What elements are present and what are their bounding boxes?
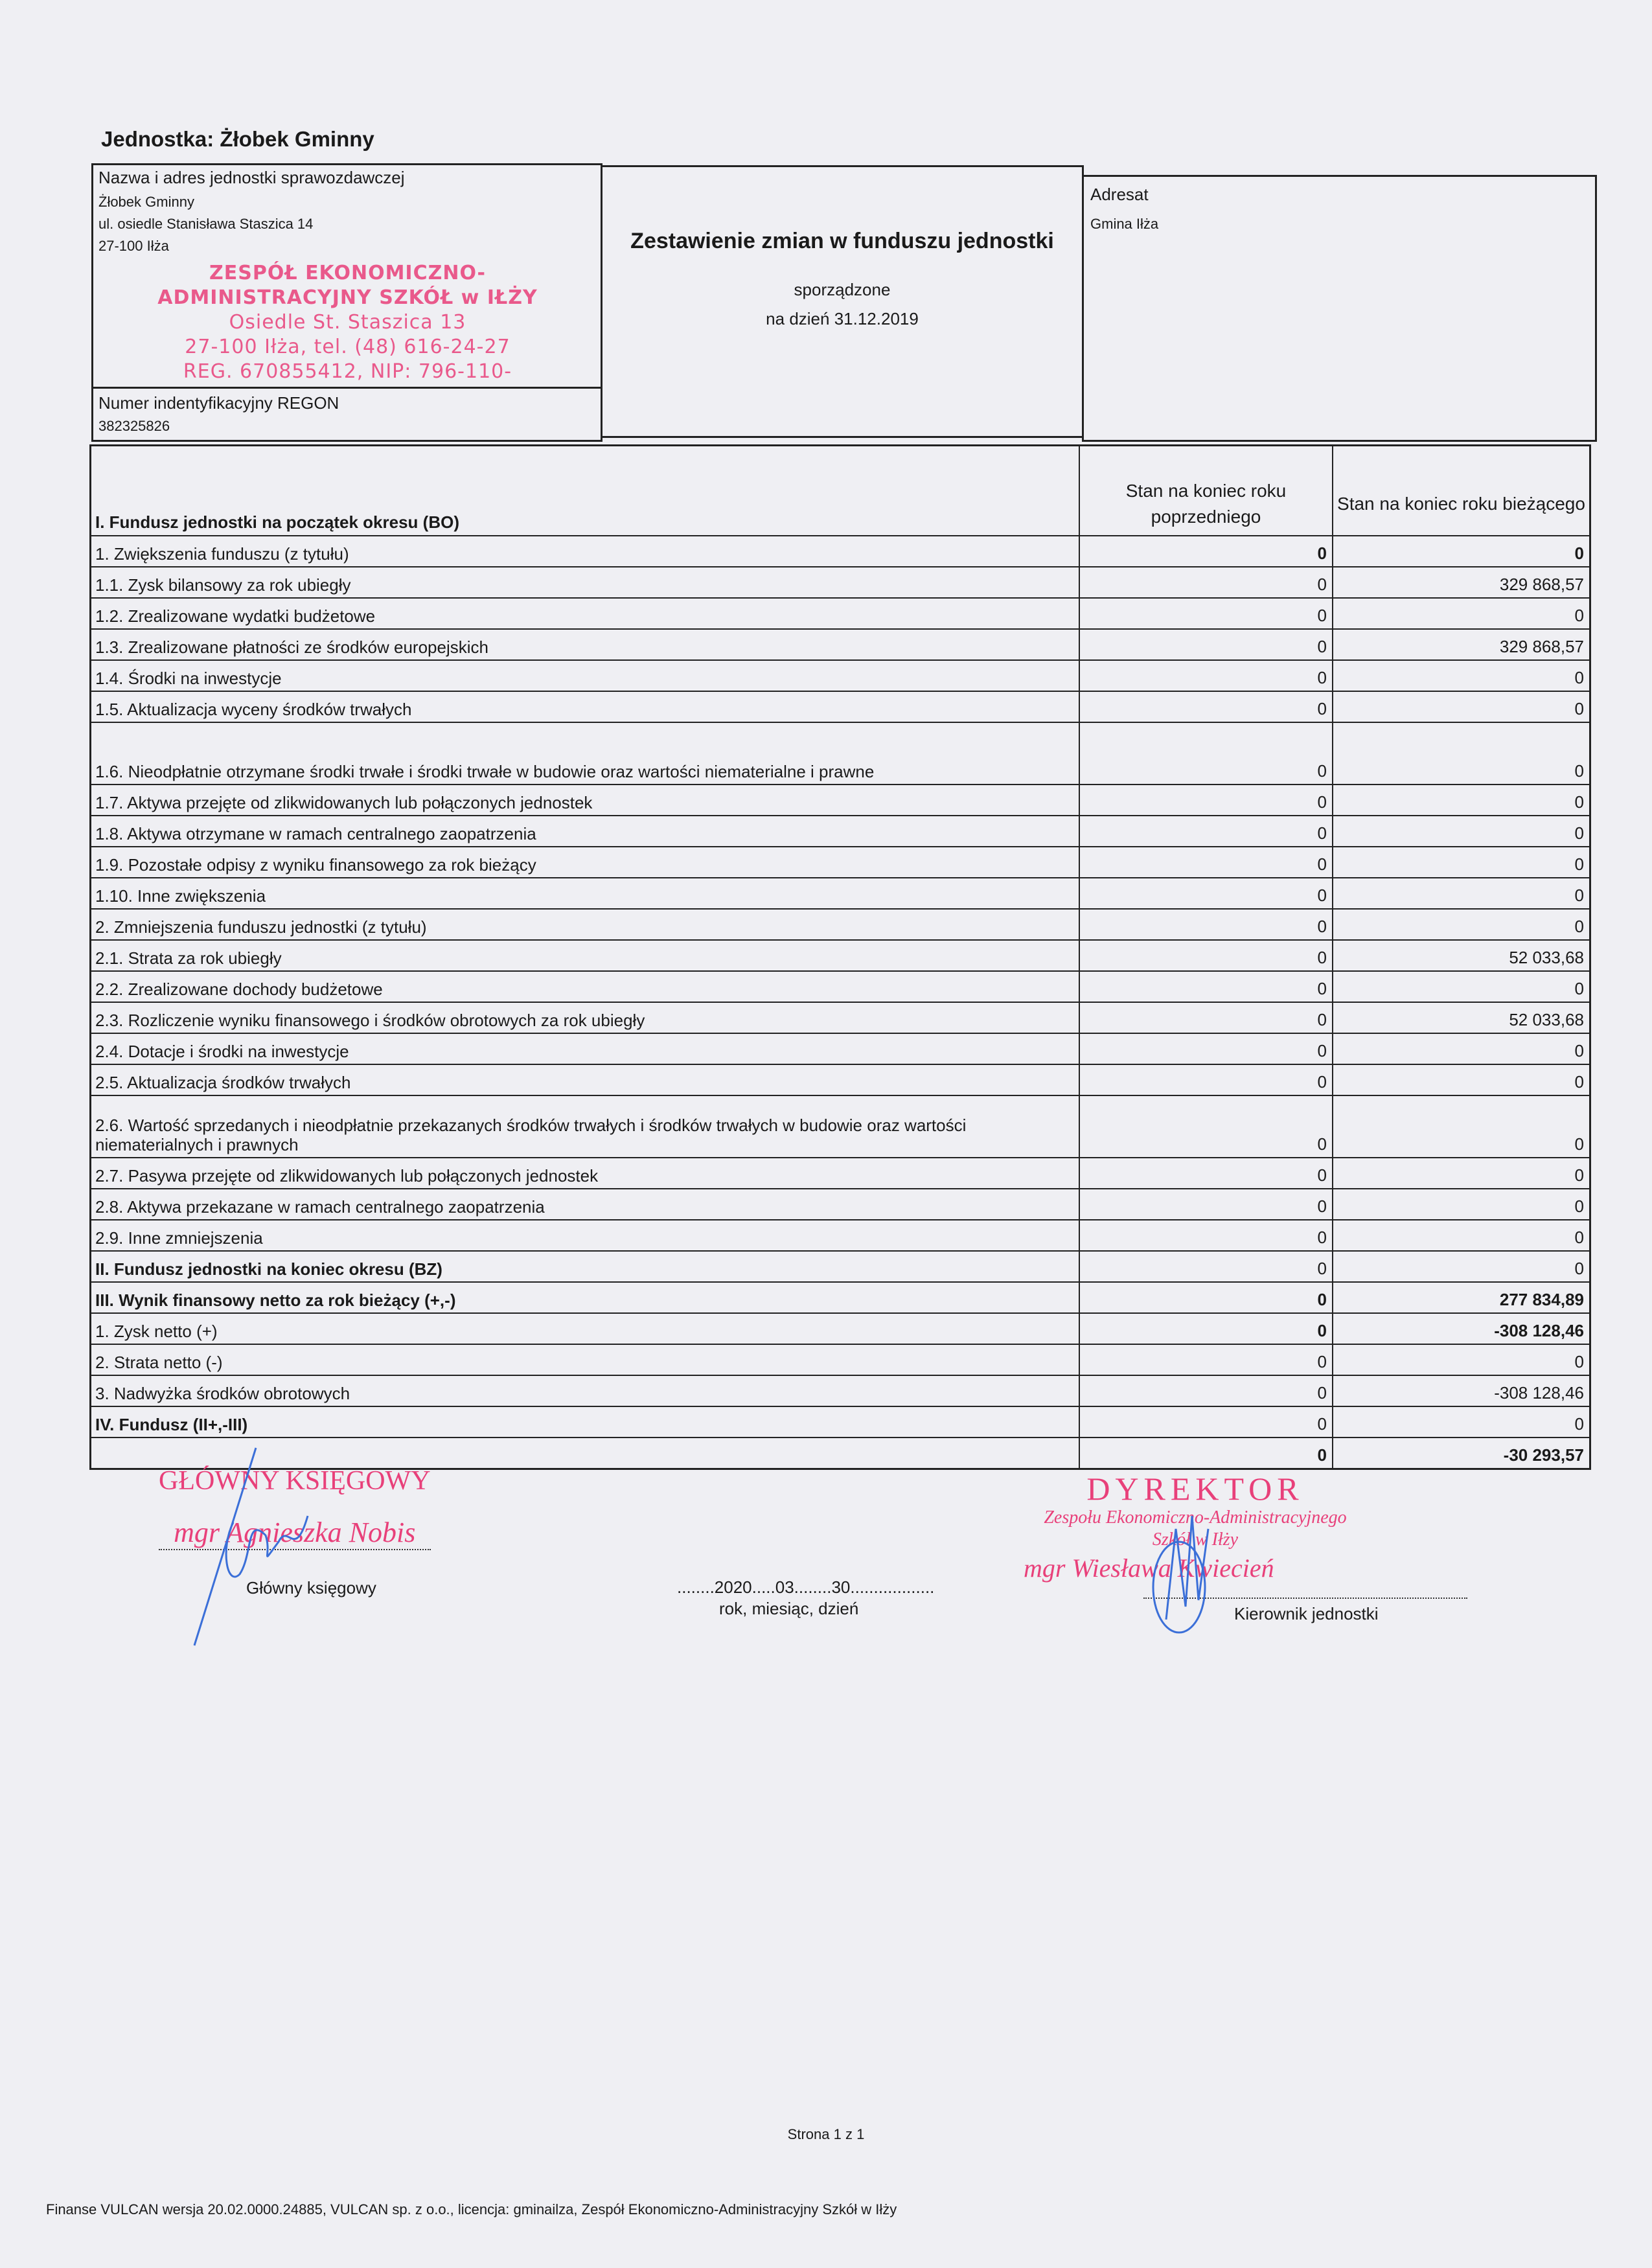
table-row bbox=[91, 908, 1589, 939]
value-prev: 0 bbox=[1079, 816, 1332, 846]
value-curr: 277 834,89 bbox=[1332, 1283, 1589, 1312]
date-caption: rok, miesiąc, dzień bbox=[719, 1599, 859, 1618]
stamp-name: mgr Agnieszka Nobis bbox=[159, 1516, 431, 1550]
accountant-caption: Główny księgowy bbox=[246, 1578, 376, 1598]
row-label: 2.5. Aktualizacja środków trwałych bbox=[95, 1073, 351, 1092]
table-row bbox=[91, 566, 1589, 597]
row-label: 2.3. Rozliczenie wyniku finansowego i środków obrotowych za rok ubiegły bbox=[95, 1011, 645, 1030]
unit-city: 27-100 Iłża bbox=[98, 238, 169, 254]
table-row bbox=[91, 722, 1589, 784]
table-row bbox=[91, 1250, 1589, 1281]
row-label: 2.6. Wartość sprzedanych i nieodpłatnie przekazanych środków trwałych i środków trwałych w budowie oraz wartości niematerialnych i prawnych bbox=[95, 1116, 967, 1154]
addressee-box bbox=[1082, 175, 1597, 442]
table-row bbox=[91, 1095, 1589, 1157]
table-row bbox=[91, 1002, 1589, 1033]
stamp-line: ADMINISTRACYJNY SZKÓŁ w IŁŻY bbox=[157, 286, 538, 309]
value-prev: 0 bbox=[1079, 1376, 1332, 1406]
value-curr: 0 bbox=[1332, 1034, 1589, 1064]
value-curr: 0 bbox=[1332, 1345, 1589, 1375]
table-row bbox=[91, 1064, 1589, 1095]
regon-value: 382325826 bbox=[98, 418, 170, 434]
value-prev: 0 bbox=[1079, 1314, 1332, 1344]
stamp-line: REG. 670855412, NIP: 796-110- bbox=[183, 360, 512, 383]
value-curr: 0 bbox=[1332, 692, 1589, 722]
value-prev: 0 bbox=[1079, 723, 1332, 784]
table-row bbox=[91, 1375, 1589, 1406]
value-curr: 0 bbox=[1332, 723, 1589, 784]
value-prev: 0 bbox=[1079, 1407, 1332, 1437]
value-prev: 0 bbox=[1079, 536, 1332, 566]
value-curr: 0 bbox=[1332, 536, 1589, 566]
table-row bbox=[91, 1312, 1589, 1344]
row-label: 2.4. Dotacje i środki na inwestycje bbox=[95, 1042, 349, 1061]
value-prev: 0 bbox=[1079, 1252, 1332, 1281]
value-prev: 0 bbox=[1079, 1003, 1332, 1033]
value-curr: 329 868,57 bbox=[1332, 630, 1589, 659]
statement-title-box bbox=[601, 165, 1084, 438]
value-prev: 0 bbox=[1079, 1034, 1332, 1064]
row-label: 2.7. Pasywa przejęte od zlikwidowanych lub połączonych jednostek bbox=[95, 1166, 599, 1186]
table-row bbox=[91, 1157, 1589, 1188]
unit-name-label: Nazwa i adres jednostki sprawozdawczej bbox=[98, 168, 405, 187]
row-label: I. Fundusz jednostki na początek okresu (BO) bbox=[95, 512, 459, 532]
value-curr: 0 bbox=[1332, 1220, 1589, 1250]
value-prev: 0 bbox=[1079, 878, 1332, 908]
value-curr: 0 bbox=[1332, 816, 1589, 846]
row-label: 1. Zysk netto (+) bbox=[95, 1322, 218, 1341]
value-curr: 52 033,68 bbox=[1332, 941, 1589, 970]
value-curr: 0 bbox=[1332, 599, 1589, 628]
table-row bbox=[91, 877, 1589, 908]
value-curr: 0 bbox=[1332, 785, 1589, 815]
page-number: Strona 1 z 1 bbox=[787, 2126, 865, 2142]
value-prev: 0 bbox=[1079, 599, 1332, 628]
value-curr: 0 bbox=[1332, 1158, 1589, 1188]
row-label: 1.8. Aktywa otrzymane w ramach centralnego zaopatrzenia bbox=[95, 824, 536, 843]
statement-date: na dzień 31.12.2019 bbox=[766, 309, 919, 328]
value-prev: 0 bbox=[1079, 785, 1332, 815]
value-curr: 0 bbox=[1332, 1189, 1589, 1219]
table-row bbox=[91, 691, 1589, 722]
value-prev: 0 bbox=[1079, 1220, 1332, 1250]
value-prev: 0 bbox=[1079, 1438, 1332, 1468]
row-label: 1.5. Aktualizacja wyceny środków trwałych bbox=[95, 700, 412, 719]
row-label: 2.8. Aktywa przekazane w ramach centralnego zaopatrzenia bbox=[95, 1197, 545, 1217]
accountant-signature bbox=[181, 1445, 350, 1652]
value-curr: -308 128,46 bbox=[1332, 1314, 1589, 1344]
row-label: 1.1. Zysk bilansowy za rok ubiegły bbox=[95, 575, 351, 595]
stamp-line: 27-100 Iłża, tel. (48) 616-24-27 bbox=[185, 336, 511, 358]
value-prev: 0 bbox=[1079, 941, 1332, 970]
row-label: 2. Strata netto (-) bbox=[95, 1353, 223, 1372]
value-curr: 329 868,57 bbox=[1332, 567, 1589, 597]
value-prev: 0 bbox=[1079, 1189, 1332, 1219]
value-curr: -308 128,46 bbox=[1332, 1376, 1589, 1406]
row-label: 2. Zmniejszenia funduszu jednostki (z tytułu) bbox=[95, 917, 427, 937]
value-curr: 0 bbox=[1332, 972, 1589, 1002]
value-prev: 0 bbox=[1079, 567, 1332, 597]
row-label: 1.4. Środki na inwestycje bbox=[95, 669, 282, 688]
row-label: III. Wynik finansowy netto za rok bieżący (+,-) bbox=[95, 1290, 456, 1310]
row-label: 2.1. Strata za rok ubiegły bbox=[95, 948, 282, 968]
value-curr: 0 bbox=[1332, 1065, 1589, 1095]
table-row bbox=[91, 784, 1589, 815]
value-prev: 0 bbox=[1079, 972, 1332, 1002]
regon-label: Numer indentyfikacyjny REGON bbox=[98, 393, 339, 413]
row-label: 1.10. Inne zwiększenia bbox=[95, 886, 266, 906]
stamp-title: DYREKTOR bbox=[1086, 1471, 1304, 1507]
table-row bbox=[91, 597, 1589, 628]
table-header bbox=[91, 446, 1589, 535]
value-curr: 52 033,68 bbox=[1332, 1003, 1589, 1033]
row-label: 2.2. Zrealizowane dochody budżetowe bbox=[95, 979, 383, 999]
unit-street: ul. osiedle Stanisława Staszica 14 bbox=[98, 216, 314, 232]
row-label: II. Fundusz jednostki na koniec okresu (BZ) bbox=[95, 1259, 442, 1279]
table-row bbox=[91, 535, 1589, 566]
row-label: IV. Fundusz (II+,-III) bbox=[95, 1415, 248, 1434]
value-prev: 0 bbox=[1079, 910, 1332, 939]
row-label: 1.9. Pozostałe odpisy z wyniku finansowego za rok bieżący bbox=[95, 855, 536, 875]
value-prev: 0 bbox=[1079, 847, 1332, 877]
unit-name: Żłobek Gminny bbox=[98, 194, 194, 210]
value-curr: 0 bbox=[1332, 878, 1589, 908]
addressee-label: Adresat bbox=[1090, 185, 1149, 204]
table-row bbox=[91, 1033, 1589, 1064]
row-label: 1. Zwiększenia funduszu (z tytułu) bbox=[95, 544, 349, 564]
stamp-org: Szkół w Iłży bbox=[1152, 1529, 1239, 1550]
value-prev: 0 bbox=[1079, 1065, 1332, 1095]
software-footer: Finanse VULCAN wersja 20.02.0000.24885, VULCAN sp. z o.o., licencja: gminailza, Zespół Ekonomiczno-Administracyjny Szkół w Iłży bbox=[46, 2201, 897, 2217]
stamp-title: GŁÓWNY KSIĘGOWY bbox=[159, 1466, 431, 1496]
statement-title: Zestawienie zmian w funduszu jednostki bbox=[630, 229, 1054, 253]
row-label: 1.2. Zrealizowane wydatki budżetowe bbox=[95, 606, 376, 626]
row-label: 3. Nadwyżka środków obrotowych bbox=[95, 1384, 350, 1403]
table-row bbox=[91, 1188, 1589, 1219]
table-row bbox=[91, 815, 1589, 846]
stamp-name: mgr Wiesława Kwiecień bbox=[1024, 1553, 1274, 1583]
addressee-value: Gmina Iłża bbox=[1090, 216, 1159, 232]
value-curr: -30 293,57 bbox=[1332, 1438, 1589, 1468]
value-curr: 0 bbox=[1332, 1096, 1589, 1157]
value-prev: 0 bbox=[1079, 661, 1332, 691]
table-row bbox=[91, 846, 1589, 877]
row-label: 1.6. Nieodpłatnie otrzymane środki trwałe i środki trwałe w budowie oraz wartości niematerialne i prawne bbox=[95, 762, 875, 781]
table-row bbox=[91, 1281, 1589, 1312]
fund-changes-table bbox=[89, 444, 1591, 1470]
row-label: 1.7. Aktywa przejęte od zlikwidowanych lub połączonych jednostek bbox=[95, 793, 593, 812]
value-prev: 0 bbox=[1079, 1158, 1332, 1188]
table-row bbox=[91, 1344, 1589, 1375]
table-row bbox=[91, 970, 1589, 1002]
date-value: ........2020.....03........30.................. bbox=[677, 1577, 935, 1597]
value-prev: 0 bbox=[1079, 692, 1332, 722]
value-curr: 0 bbox=[1332, 1407, 1589, 1437]
reporting-unit-box bbox=[91, 163, 602, 442]
director-caption: Kierownik jednostki bbox=[1234, 1604, 1379, 1623]
table-row bbox=[91, 659, 1589, 691]
stamp-line: Osiedle St. Staszica 13 bbox=[229, 311, 466, 334]
col-header-prev: Stan na koniec roku poprzedniego bbox=[1079, 446, 1332, 535]
row-label: 2.9. Inne zmniejszenia bbox=[95, 1228, 263, 1248]
value-prev: 0 bbox=[1079, 1345, 1332, 1375]
unit-title: Jednostka: Żłobek Gminny bbox=[101, 127, 374, 151]
value-curr: 0 bbox=[1332, 847, 1589, 877]
value-prev: 0 bbox=[1079, 630, 1332, 659]
table-row bbox=[91, 1219, 1589, 1250]
value-curr: 0 bbox=[1332, 661, 1589, 691]
prepared-label: sporządzone bbox=[794, 280, 891, 299]
value-curr: 0 bbox=[1332, 1252, 1589, 1281]
stamp-org: Zespołu Ekonomiczno-Administracyjnego bbox=[1044, 1507, 1347, 1528]
table-row bbox=[91, 1406, 1589, 1437]
row-label: 1.3. Zrealizowane płatności ze środków europejskich bbox=[95, 637, 488, 657]
table-row bbox=[91, 628, 1589, 659]
value-prev: 0 bbox=[1079, 1283, 1332, 1312]
stamp-line: ZESPÓŁ EKONOMICZNO- bbox=[209, 262, 486, 284]
unit-stamp bbox=[106, 261, 589, 384]
director-signature bbox=[1127, 1490, 1257, 1639]
value-curr: 0 bbox=[1332, 910, 1589, 939]
table-row bbox=[91, 939, 1589, 970]
col-header-curr: Stan na koniec roku bieżącego bbox=[1332, 446, 1589, 535]
value-prev: 0 bbox=[1079, 1096, 1332, 1157]
